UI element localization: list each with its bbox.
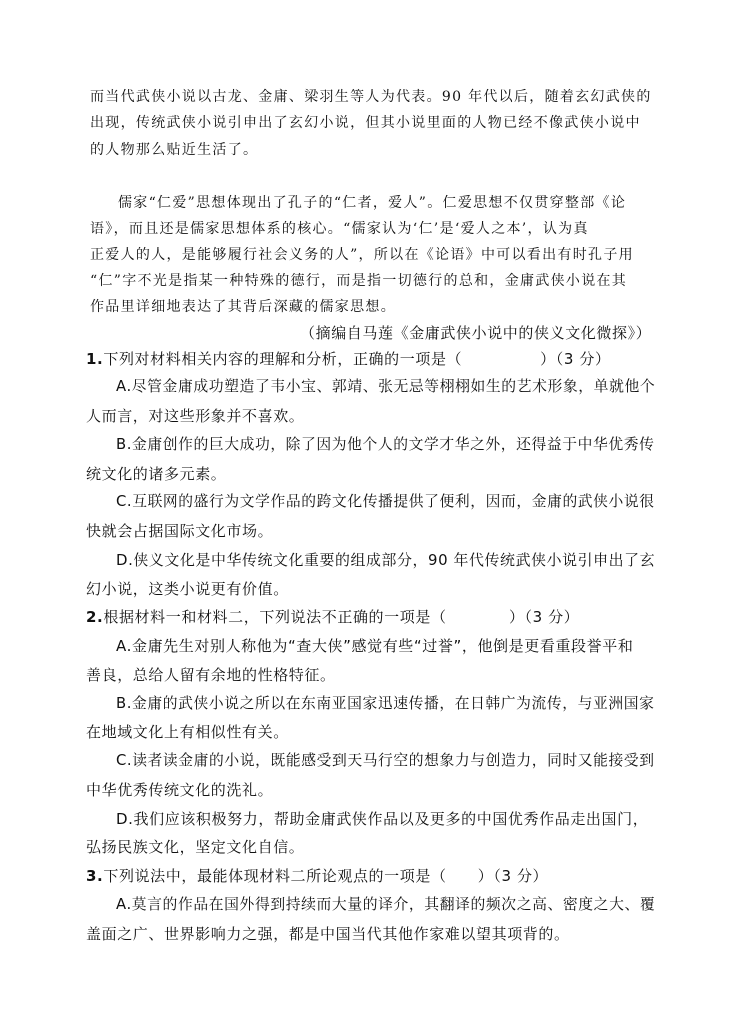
- question-number: 3.: [86, 867, 104, 885]
- option-line: A.莫言的作品在国外得到持续而大量的译介，其翻译的频次之高、密度之大、覆: [116, 896, 656, 913]
- question-number: 2.: [86, 608, 104, 626]
- option-line: B.金庸创作的巨大成功，除了因为他个人的文学才华之外，还得益于中华优秀传: [116, 436, 655, 453]
- question-stem: [86, 352, 611, 367]
- option-line: 盖面之广、世界影响力之强，都是中国当代其他作家难以望其项背的。: [86, 925, 570, 943]
- question-text: 下列对材料相关内容的理解和分析，正确的一项是（ ）（3 分）: [103, 350, 611, 368]
- question-stem: [86, 869, 548, 884]
- question-number: 1.: [86, 350, 104, 368]
- option-line: 中华优秀传统文化的洗礼。: [86, 781, 274, 799]
- passage-line: 的人物那么贴近生活了。: [90, 142, 259, 158]
- option-line: B.金庸的武侠小说之所以在东南亚国家迅速传播，在日韩广为流传，与亚洲国家: [116, 695, 655, 712]
- question-text: 根据材料一和材料二，下列说法不正确的一项是（ ）（3 分）: [103, 608, 580, 626]
- option-line: C.读者读金庸的小说，既能感受到天马行空的想象力与创造力，同时又能接受到: [116, 752, 655, 769]
- passage-line: 出现，传统武侠小说引申出了玄幻小说，但其小说里面的人物已经不像武侠小说中: [90, 115, 641, 131]
- passage-line: 而当代武侠小说以古龙、金庸、梁羽生等人为代表。90 年代以后，随着玄幻武侠的: [90, 89, 652, 105]
- passage-line: 正爱人的人，是能够履行社会义务的人”，所以在《论语》中可以看出有时孔子用: [90, 247, 634, 263]
- question-text: 下列说法中，最能体现材料二所论观点的一项是（ ）（3 分）: [103, 867, 549, 885]
- passage-line: 语》，而且还是儒家思想体系的核心。“儒家认为‘仁’是‘爱人之本’，认为真: [90, 221, 589, 237]
- option-line: 善良，总给人留有余地的性格特征。: [86, 666, 336, 684]
- passage-source: （摘编自马莲《金庸武侠小说中的侠义文化微探》）: [300, 324, 652, 342]
- option-line: A.尽管金庸成功塑造了韦小宝、郭靖、张无忌等栩栩如生的艺术形象，单就他个: [116, 378, 656, 395]
- option-line: 幻小说，这类小说更有价值。: [86, 580, 289, 598]
- option-line: 在地域文化上有相似性有关。: [86, 723, 289, 741]
- option-line: A.金庸先生对别人称他为“查大侠”感觉有些“过誉”，他倒是更看重段誉平和: [116, 637, 634, 655]
- option-line: C.互联网的盛行为文学作品的跨文化传播提供了便利，因而，金庸的武侠小说很: [116, 493, 655, 510]
- option-line: 统文化的诸多元素。: [86, 465, 227, 483]
- passage-line: 作品里详细地表达了其背后深藏的儒家思想。: [90, 299, 396, 315]
- option-line: D.侠义文化是中华传统文化重要的组成部分，90 年代传统武侠小说引申出了玄: [116, 551, 656, 569]
- passage-line: “仁”字不光是指某一种特殊的德行，而是指一切德行的总和，金庸武侠小说在其: [90, 273, 628, 289]
- passage-line: 儒家“仁爱”思想体现出了孔子的“仁者，爱人”。仁爱思想不仅贯穿整部《论: [118, 195, 627, 211]
- option-line: 快就会占据国际文化市场。: [86, 522, 274, 540]
- question-stem: [86, 610, 579, 625]
- option-line: 弘扬民族文化，坚定文化自信。: [86, 838, 305, 856]
- option-line: 人而言，对这些形象并不喜欢。: [86, 407, 305, 425]
- option-line: D.我们应该积极努力，帮助金庸武侠作品以及更多的中国优秀作品走出国门，: [116, 810, 649, 828]
